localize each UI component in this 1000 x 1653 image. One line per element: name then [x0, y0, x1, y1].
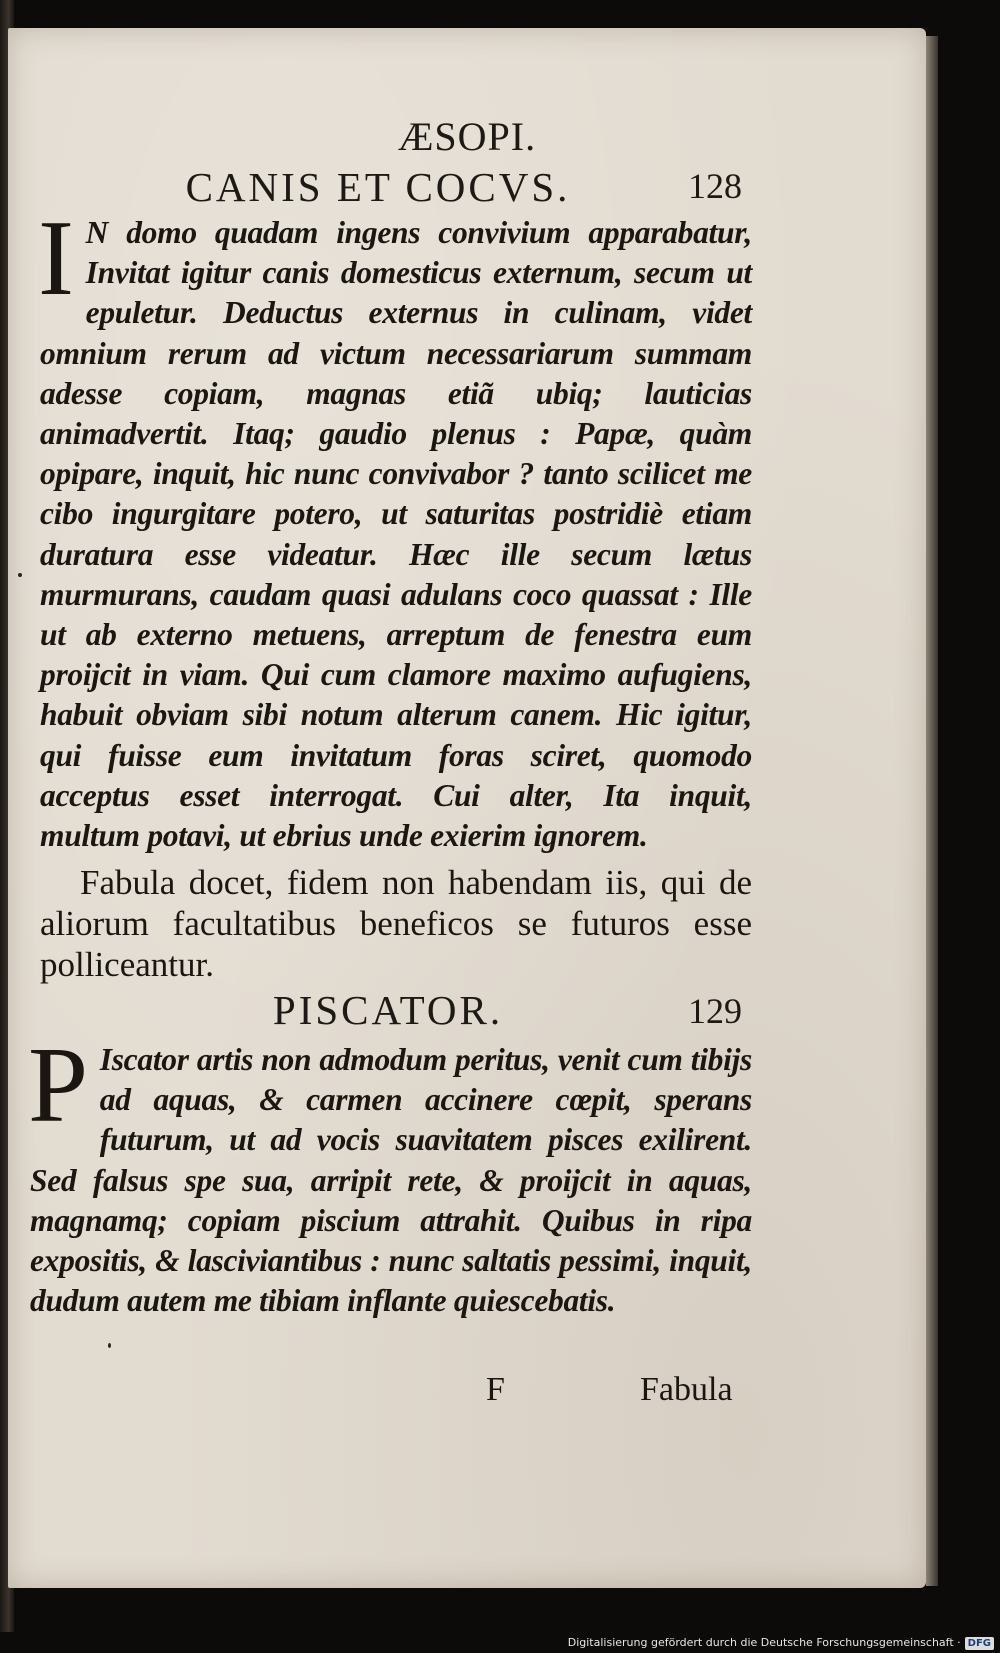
ink-speck: [18, 573, 22, 577]
fable-body: [28, 1026, 752, 1281]
credit-text: Digitalisierung gefördert durch die Deutsche Forschungsgemeinschaft ·: [567, 1636, 961, 1649]
digitization-credit: [568, 1636, 994, 1650]
fable-number: 128: [688, 166, 742, 206]
fable-title: PISCATOR.: [272, 987, 504, 1033]
fable-body: [38, 199, 752, 816]
fable-text: N domo quadam ingens convivium apparabatur, Invitat igitur canis domesticus externum, secum ut epuletur. Deductus externus in culinam, videt omnium rerum ad victum necessariarum summam adesse copiam, magnas etiã ubiq; lauticias animadvertit. Itaq; gaudio plenus : Papæ, quàm opipare, inquit, hic nunc convivabor ? tanto scilicet me cibo ingurgitare potero, ut saturitas postridiè etiam duratura esse videatur. Hæc ille secum lætus murmurans, caudam quasi adulans coco quassat : Ille ut ab externo metuens, arreptum de fenestra eum proijcit in viam. Qui cum clamore maximo aufugiens, habuit obviam sibi notum alterum canem. Hic igitur, qui fuisse eum invitatum foras sciret, quomodo acceptus esset interrogat. Cui alter, Ita inquit,: [40, 215, 752, 813]
book-page: [8, 28, 926, 1588]
catchword: Fabula: [640, 1371, 733, 1408]
fable-last-line: multum potavi, ut ebrius unde exierim ignorem.: [40, 818, 648, 854]
drop-cap: P: [28, 1026, 88, 1145]
fable-last-line: dudum autem me tibiam inflante quiescebatis.: [30, 1283, 616, 1319]
fable-title: CANIS ET COCVS.: [185, 164, 571, 210]
fable-title-row: [8, 986, 926, 1046]
fable-canis-et-cocus: [38, 199, 752, 985]
fable-piscator: [28, 1026, 752, 1321]
page-fore-edge: [926, 36, 938, 1586]
dfg-logo: DFG: [965, 1637, 994, 1650]
signature-mark: F: [486, 1371, 505, 1408]
catchword-line: [8, 1371, 926, 1411]
fable-text: Iscator artis non admodum peritus, venit cum tibijs ad aquas, & carmen accinere cœpit, sperans futurum, ut ad vocis suavitatem pisces exilirent. Sed falsus spe sua, arripit rete, & proijcit in aquas, magnamq; copiam piscium attrahit. Quibus in ripa expositis, & lasciviantibus : nunc saltatis pessimi, inquit,: [30, 1042, 752, 1279]
ink-speck: [108, 1343, 111, 1348]
fable-moral: Fabula docet, fidem non habendam iis, qui de aliorum facultatibus beneficos se futuros esse polliceantur.: [40, 863, 752, 985]
fable-number: 129: [688, 991, 742, 1031]
drop-cap: I: [38, 199, 74, 318]
running-head: ÆSOPI.: [397, 114, 537, 159]
